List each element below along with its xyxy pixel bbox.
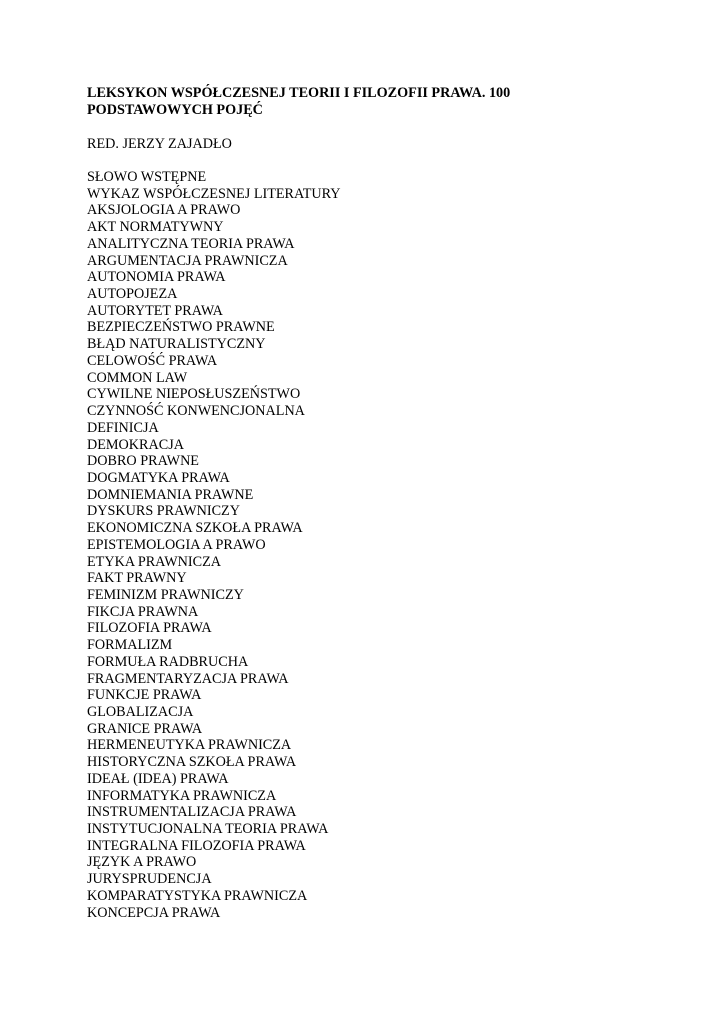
entry-item: DYSKURS PRAWNICZY	[87, 503, 240, 520]
entry-item: CYWILNE NIEPOSŁUSZEŃSTWO	[87, 386, 301, 403]
entry-item: INSTYTUCJONALNA TEORIA PRAWA	[87, 821, 329, 838]
entry-item: ANALITYCZNA TEORIA PRAWA	[87, 235, 295, 252]
entry-item: DEMOKRACJA	[87, 436, 184, 453]
entry-item: JĘZYK A PRAWO	[87, 854, 197, 871]
document-title-line-1: LEKSYKON WSPÓŁCZESNEJ TEORII I FILOZOFII PRAWA. 100	[87, 85, 511, 101]
entry-item: COMMON LAW	[87, 369, 188, 386]
entry-item: ARGUMENTACJA PRAWNICZA	[87, 252, 288, 269]
entry-item: WYKAZ WSPÓŁCZESNEJ LITERATURY	[87, 185, 341, 202]
entry-item: BEZPIECZEŃSTWO PRAWNE	[87, 319, 275, 336]
entry-item: AUTOPOJEZA	[87, 286, 178, 303]
entry-item: KONCEPCJA PRAWA	[87, 904, 221, 921]
entry-item: DOGMATYKA PRAWA	[87, 469, 230, 486]
entry-item: INFORMATYKA PRAWNICZA	[87, 787, 277, 804]
entry-item: JURYSPRUDENCJA	[87, 871, 212, 888]
entry-item: CZYNNOŚĆ KONWENCJONALNA	[87, 403, 305, 420]
entry-item: GRANICE PRAWA	[87, 720, 203, 737]
entry-item: DOBRO PRAWNE	[87, 453, 199, 470]
entry-item: BŁĄD NATURALISTYCZNY	[87, 336, 266, 353]
entry-item: AKT NORMATYWNY	[87, 219, 224, 236]
entry-item: FUNKCJE PRAWA	[87, 687, 202, 704]
entry-item: HISTORYCZNA SZKOŁA PRAWA	[87, 754, 297, 771]
entry-item: GLOBALIZACJA	[87, 704, 194, 720]
entry-item: IDEAŁ (IDEA) PRAWA	[87, 770, 229, 787]
entry-item: ETYKA PRAWNICZA	[87, 553, 222, 570]
entry-item: AKSJOLOGIA A PRAWO	[87, 202, 241, 219]
entry-item: FIKCJA PRAWNA	[87, 603, 199, 620]
entry-item: CELOWOŚĆ PRAWA	[87, 352, 218, 369]
entry-item: DEFINICJA	[87, 419, 159, 436]
document-title-line-2: PODSTAWOWYCH POJĘĆ	[87, 102, 263, 118]
entry-item: SŁOWO WSTĘPNE	[87, 169, 207, 185]
entry-item: FAKT PRAWNY	[87, 570, 187, 587]
entry-item: INTEGRALNA FILOZOFIA PRAWA	[87, 837, 306, 854]
entry-item: FORMALIZM	[87, 637, 173, 654]
entry-item: DOMNIEMANIA PRAWNE	[87, 486, 254, 503]
entry-item: EKONOMICZNA SZKOŁA PRAWA	[87, 520, 303, 537]
entry-list	[87, 169, 341, 921]
entry-item: AUTORYTET PRAWA	[87, 302, 223, 319]
entry-item: KOMPARATYSTYKA PRAWNICZA	[87, 887, 308, 904]
entry-item: FEMINIZM PRAWNICZY	[87, 586, 244, 603]
entry-item: HERMENEUTYKA PRAWNICZA	[87, 737, 292, 754]
entry-item: EPISTEMOLOGIA A PRAWO	[87, 536, 266, 553]
editor-line: RED. JERZY ZAJADŁO	[87, 136, 232, 152]
document-title	[87, 85, 647, 119]
entry-item: INSTRUMENTALIZACJA PRAWA	[87, 804, 297, 821]
entry-item: FRAGMENTARYZACJA PRAWA	[87, 670, 289, 687]
entry-item: AUTONOMIA PRAWA	[87, 269, 226, 286]
entry-item: FILOZOFIA PRAWA	[87, 620, 212, 637]
entry-item: FORMUŁA RADBRUCHA	[87, 653, 249, 670]
